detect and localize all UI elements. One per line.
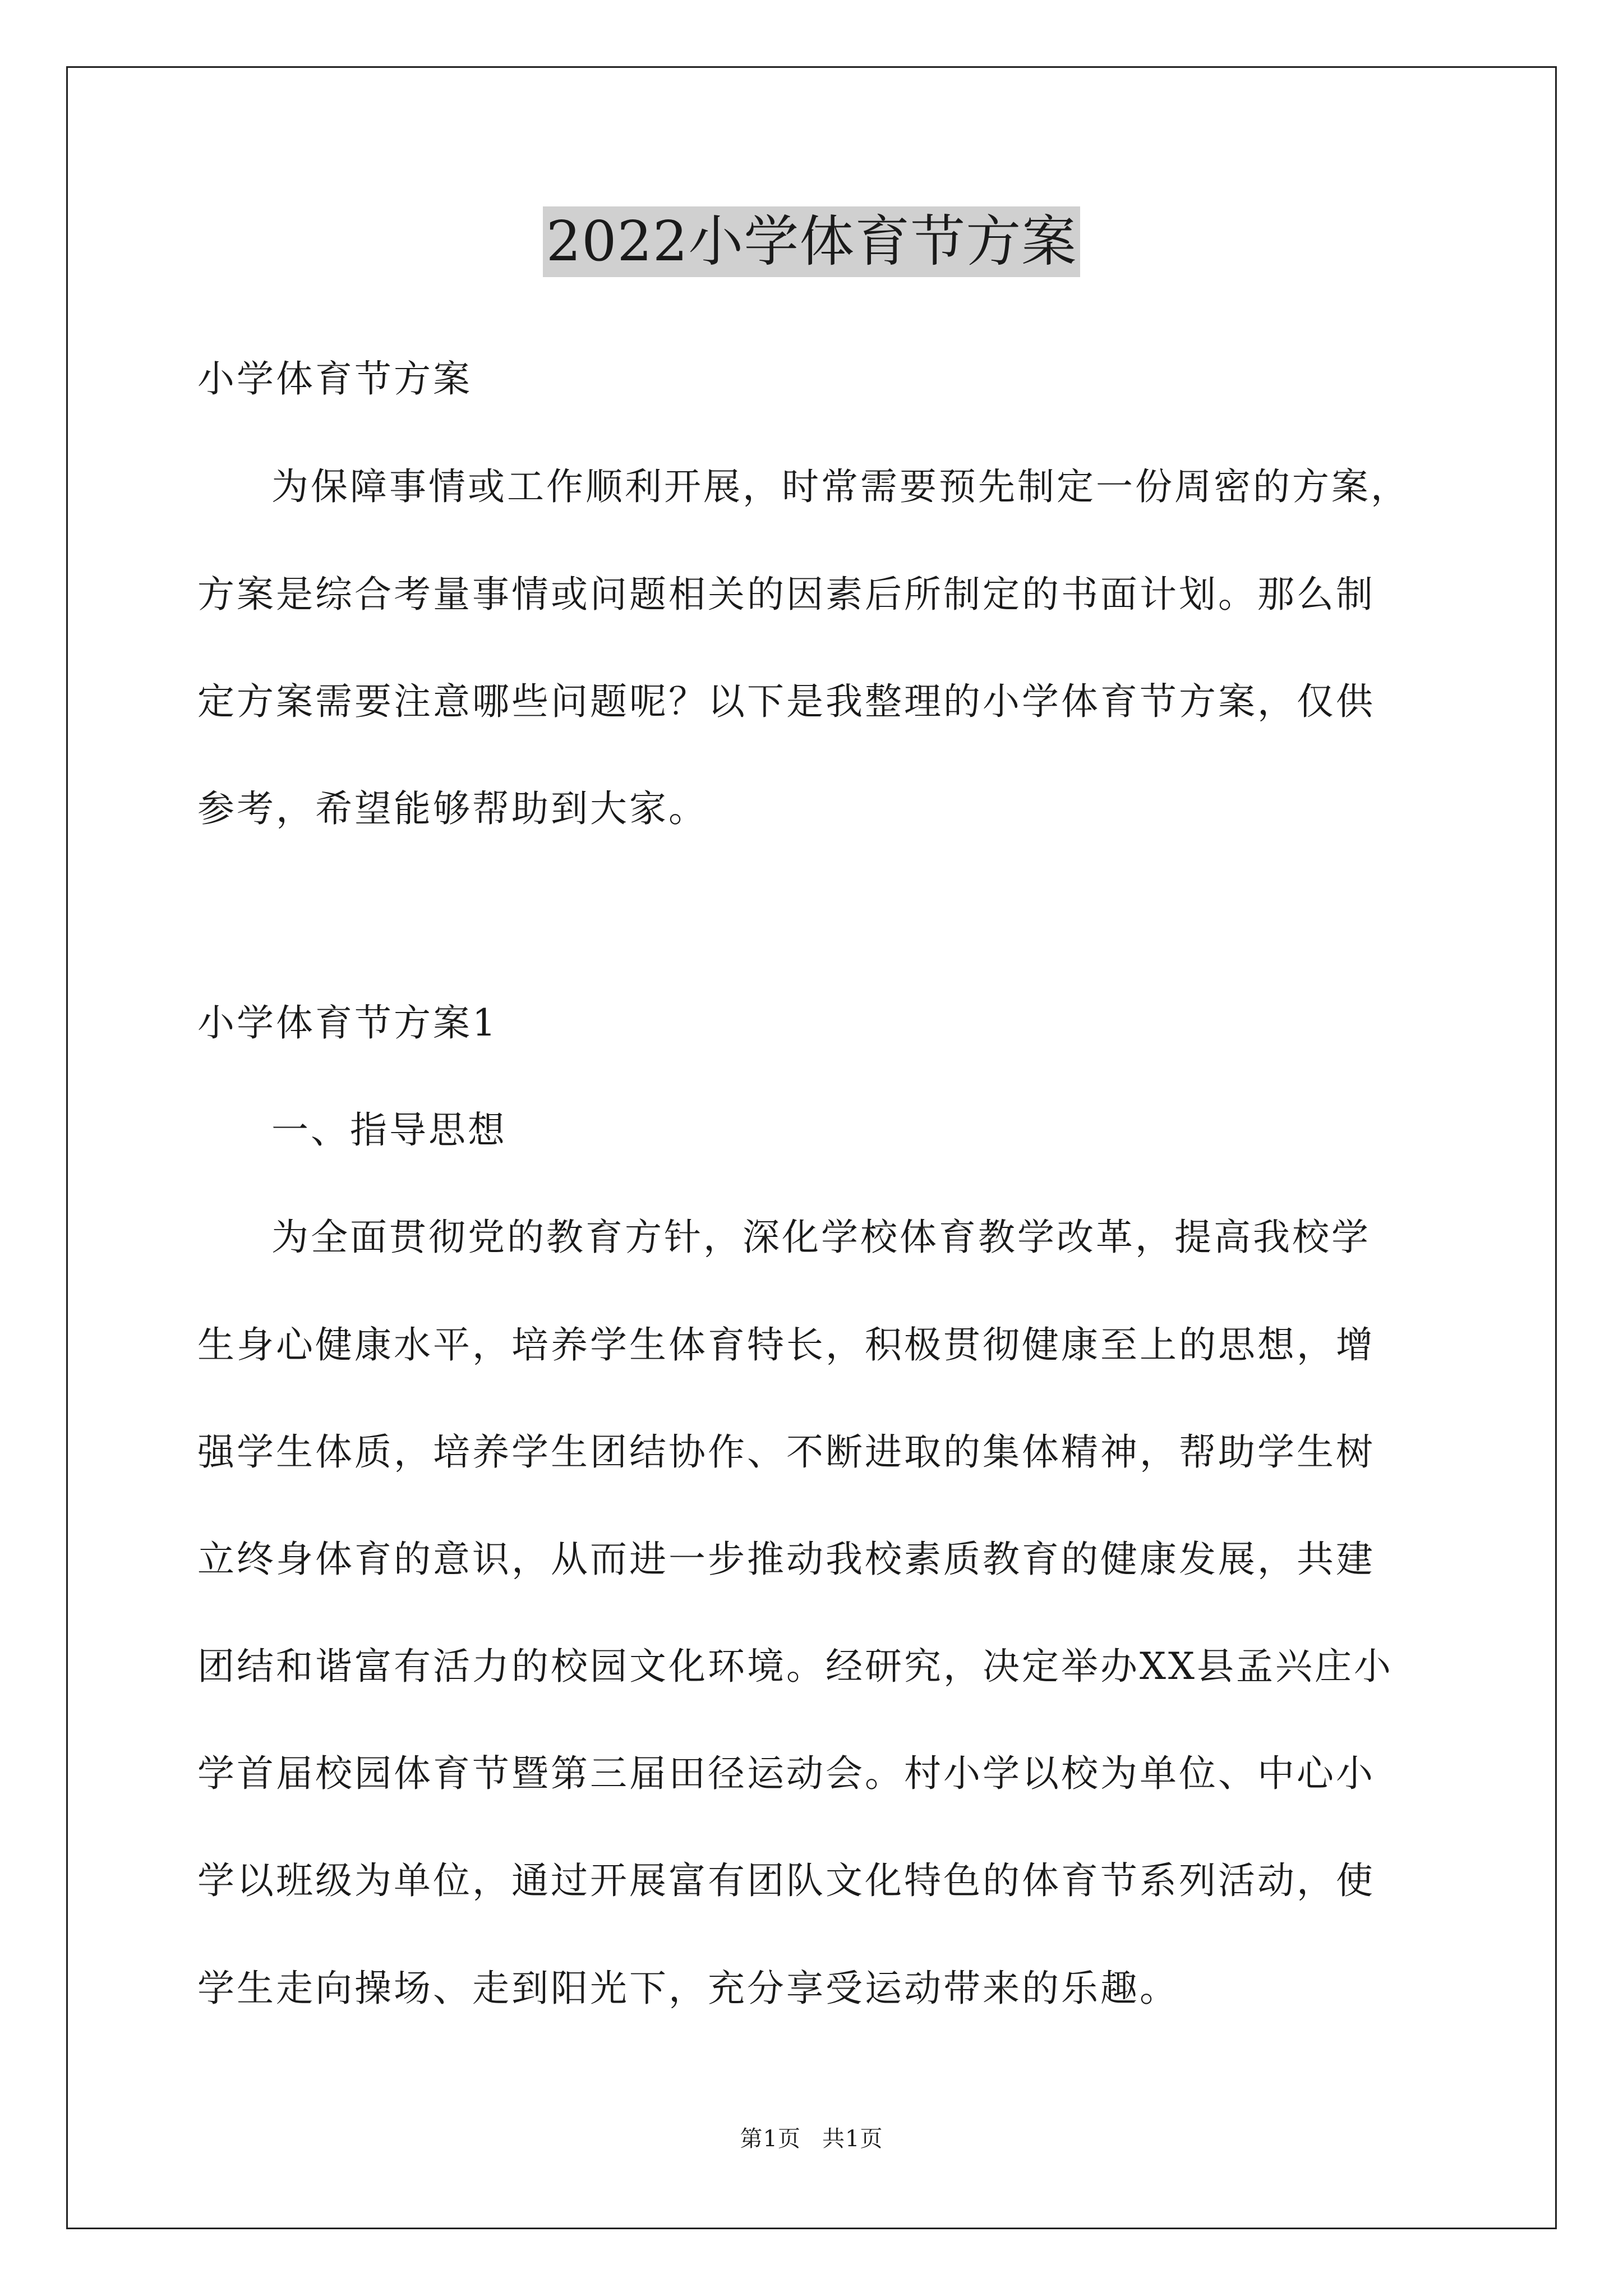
- body-line-4: 立终身体育的意识，从而进一步推动我校素质教育的健康发展，共建: [197, 1538, 1375, 1581]
- body-line-7: 学以班级为单位，通过开展富有团队文化特色的体育节系列活动，使: [197, 1859, 1375, 1902]
- page-total: 共1页: [822, 2126, 883, 2152]
- page-number: 第1页: [740, 2126, 801, 2152]
- intro-line-1: 为保障事情或工作顺利开展，时常需要预先制定一份周密的方案，: [271, 465, 1410, 508]
- document-title: 2022小学体育节方案: [543, 206, 1080, 277]
- intro-line-2: 方案是综合考量事情或问题相关的因素后所制定的书面计划。那么制: [197, 573, 1375, 616]
- title-container: [0, 206, 1623, 277]
- body-line-2: 生身心健康水平，培养学生体育特长，积极贯彻健康至上的思想，增: [197, 1323, 1375, 1366]
- page-footer: [0, 2123, 1623, 2155]
- body-line-8: 学生走向操场、走到阳光下，充分享受运动带来的乐趣。: [197, 1967, 1179, 2010]
- intro-line-3: 定方案需要注意哪些问题呢？以下是我整理的小学体育节方案，仅供: [197, 680, 1375, 723]
- section-title: 小学体育节方案1: [197, 1001, 498, 1045]
- document-subtitle: 小学体育节方案: [197, 357, 472, 401]
- heading-guiding-thought: 一、指导思想: [271, 1108, 507, 1152]
- body-line-6: 学首届校园体育节暨第三届田径运动会。村小学以校为单位、中心小: [197, 1752, 1375, 1795]
- body-line-1: 为全面贯彻党的教育方针，深化学校体育教学改革，提高我校学: [271, 1216, 1371, 1259]
- body-line-5: 团结和谐富有活力的校园文化环境。经研究，决定举办XX县孟兴庄小: [197, 1645, 1393, 1688]
- intro-line-4: 参考，希望能够帮助到大家。: [197, 787, 708, 830]
- body-line-3: 强学生体质，培养学生团结协作、不断进取的集体精神，帮助学生树: [197, 1430, 1375, 1474]
